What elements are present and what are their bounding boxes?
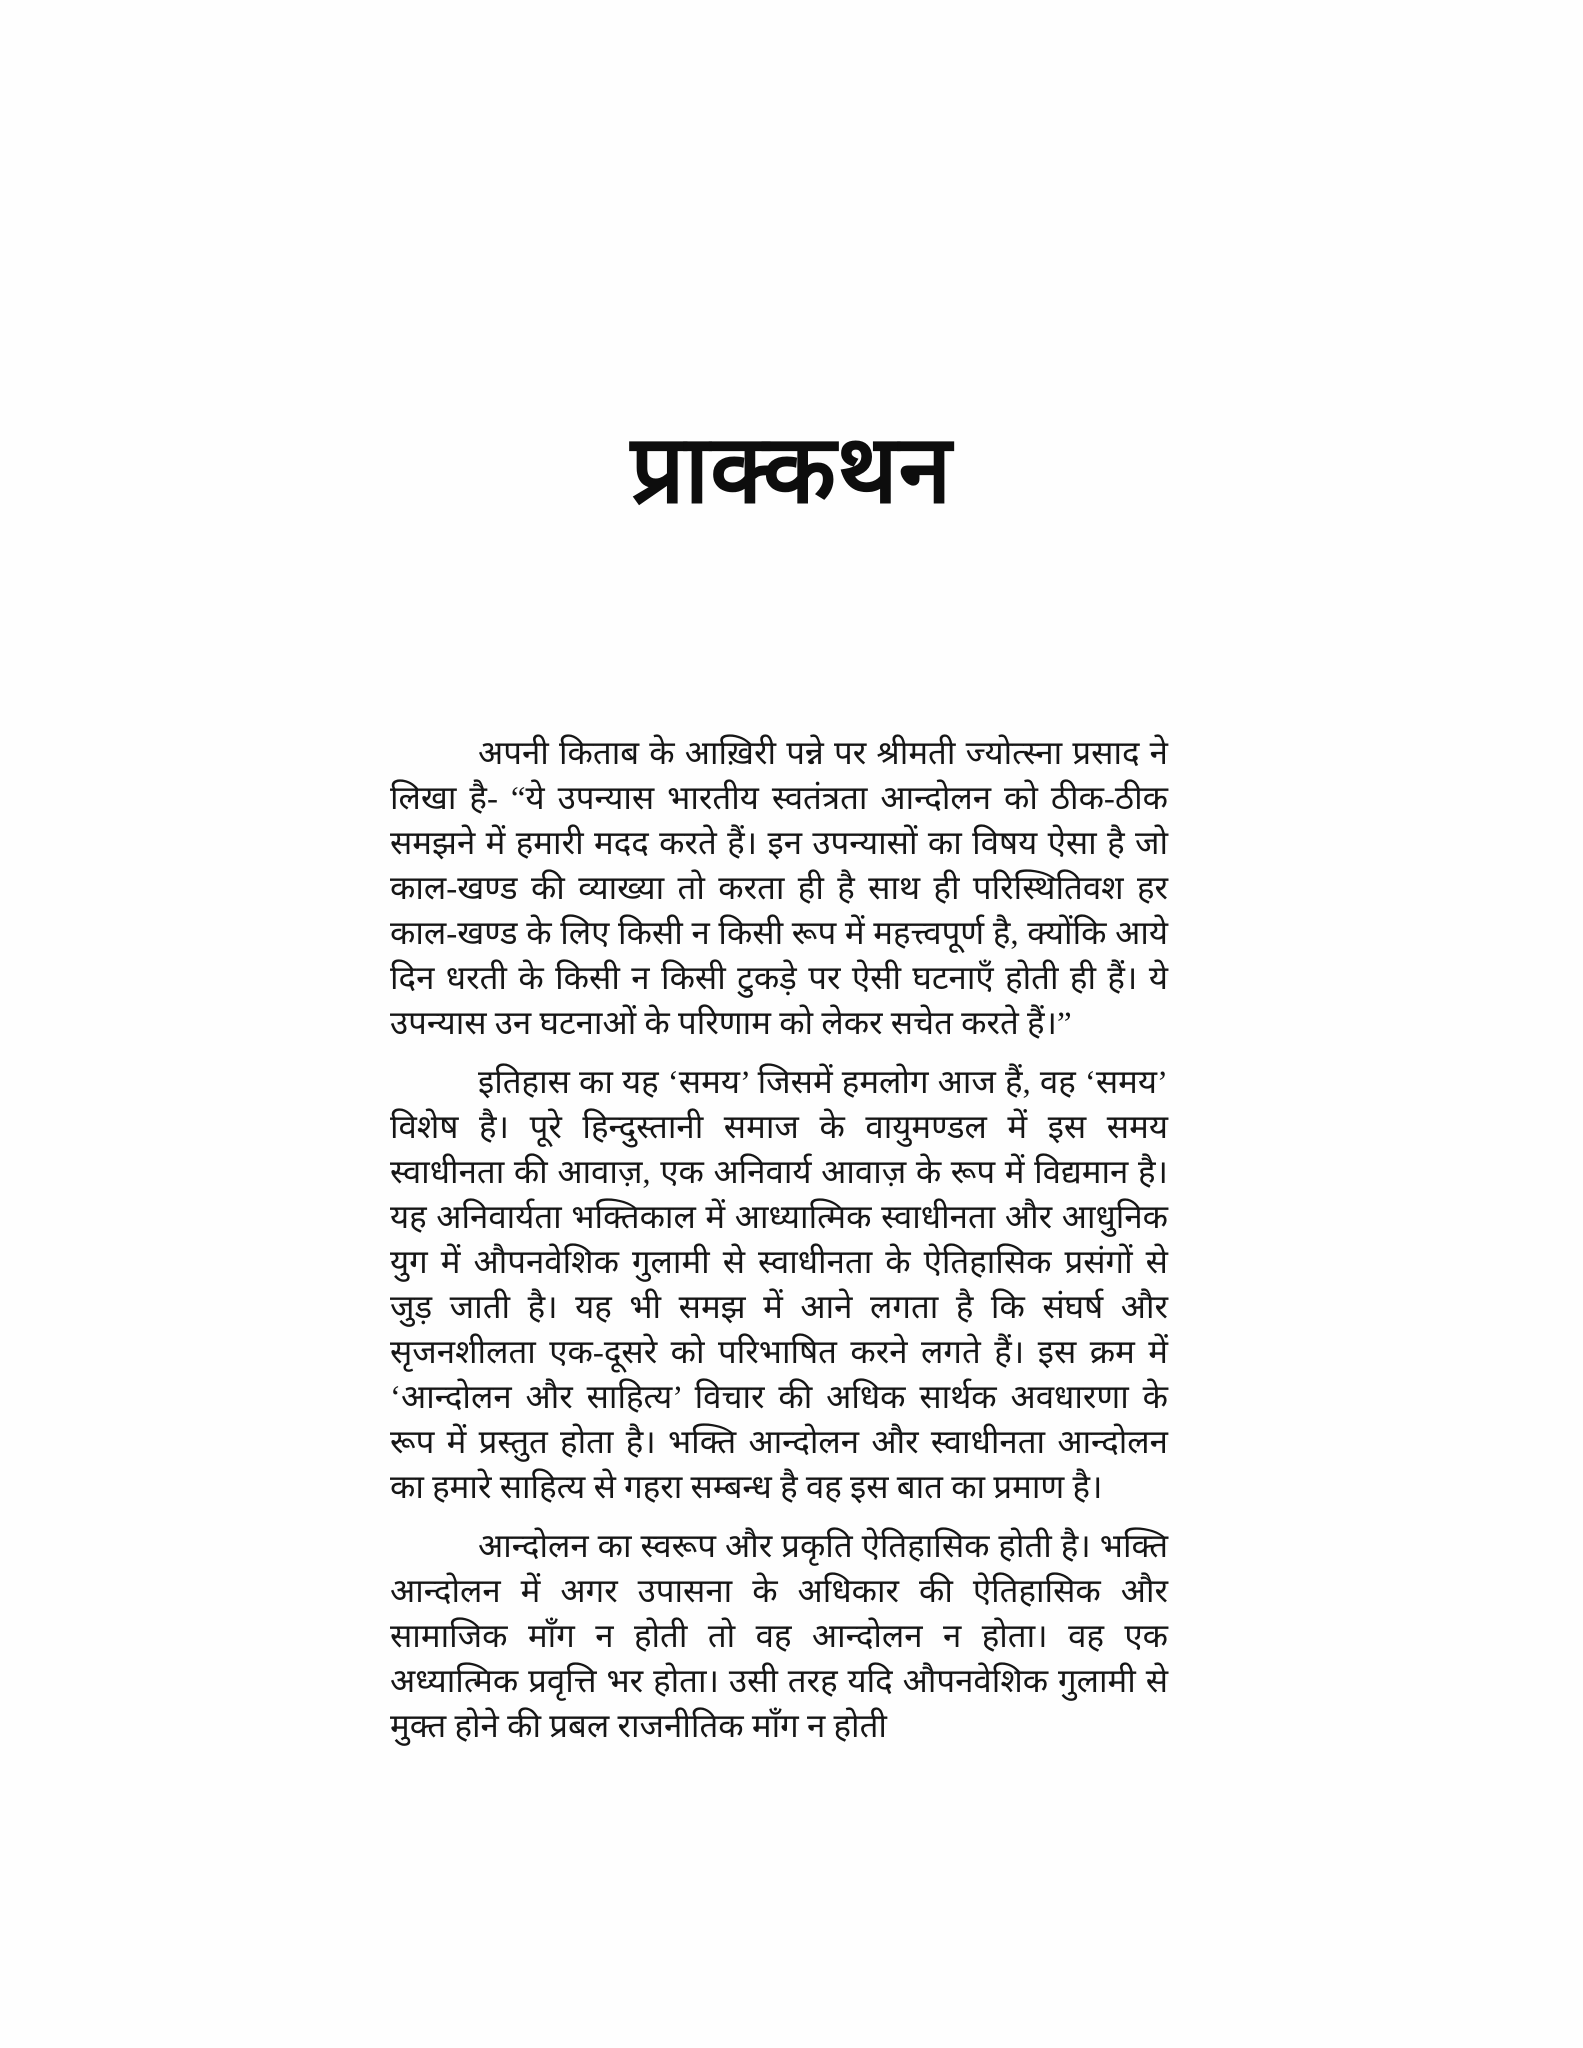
paragraph: आन्दोलन का स्वरूप और प्रकृति ऐतिहासिक होती है। भक्ति आन्दोलन में अगर उपासना के अधिकार की ऐतिहासिक और सामाजिक माँग न होती तो वह आन्दोलन न होता। वह एक अध्यात्मिक प्रवृत्ति भर होता। उसी तरह यदि औपनवेशिक गुलामी से मुक्त होने की प्रबल राजनीतिक माँग न होती	[390, 1529, 1168, 1745]
paragraph: इतिहास का यह ‘समय’ जिसमें हमलोग आज हैं, वह ‘समय’ विशेष है। पूरे हिन्दुस्तानी समाज के वायुमण्डल में इस समय स्वाधीनता की आवाज़, एक अनिवार्य आवाज़ के रूप में विद्यमान है। यह अनिवार्यता भक्तिकाल में आध्यात्मिक स्वाधीनता और आधुनिक युग में औपनवेशिक गुलामी से स्वाधीनता के ऐतिहासिक प्रसंगों से जुड़ जाती है। यह भी समझ में आने लगता है कि संघर्ष और सृजनशीलता एक-दूसरे को परिभाषित करने लगते हैं। इस क्रम में ‘आन्दोलन और साहित्य’ विचार की अधिक सार्थक अवधारणा के रूप में प्रस्तुत होता है। भक्ति आन्दोलन और स्वाधीनता आन्दोलन का हमारे साहित्य से गहरा सम्बन्ध है वह इस बात का प्रमाण है।	[390, 1065, 1168, 1506]
page-title: प्राक्कथन	[630, 417, 953, 523]
paragraph: अपनी किताब के आख़िरी पन्ने पर श्रीमती ज्योत्स्ना प्रसाद ने लिखा है- “ये उपन्यास भारतीय स्वतंत्रता आन्दोलन को ठीक-ठीक समझने में हमारी मदद करते हैं। इन उपन्यासों का विषय ऐसा है जो काल-खण्ड की व्याख्या तो करता ही है साथ ही परिस्थितिवश हर काल-खण्ड के लिए किसी न किसी रूप में महत्त्वपूर्ण है, क्योंकि आये दिन धरती के किसी न किसी टुकड़े पर ऐसी घटनाएँ होती ही हैं। ये उपन्यास उन घटनाओं के परिणाम को लेकर सचेत करते हैं।”	[390, 736, 1169, 1042]
body-text	[390, 732, 1168, 1750]
